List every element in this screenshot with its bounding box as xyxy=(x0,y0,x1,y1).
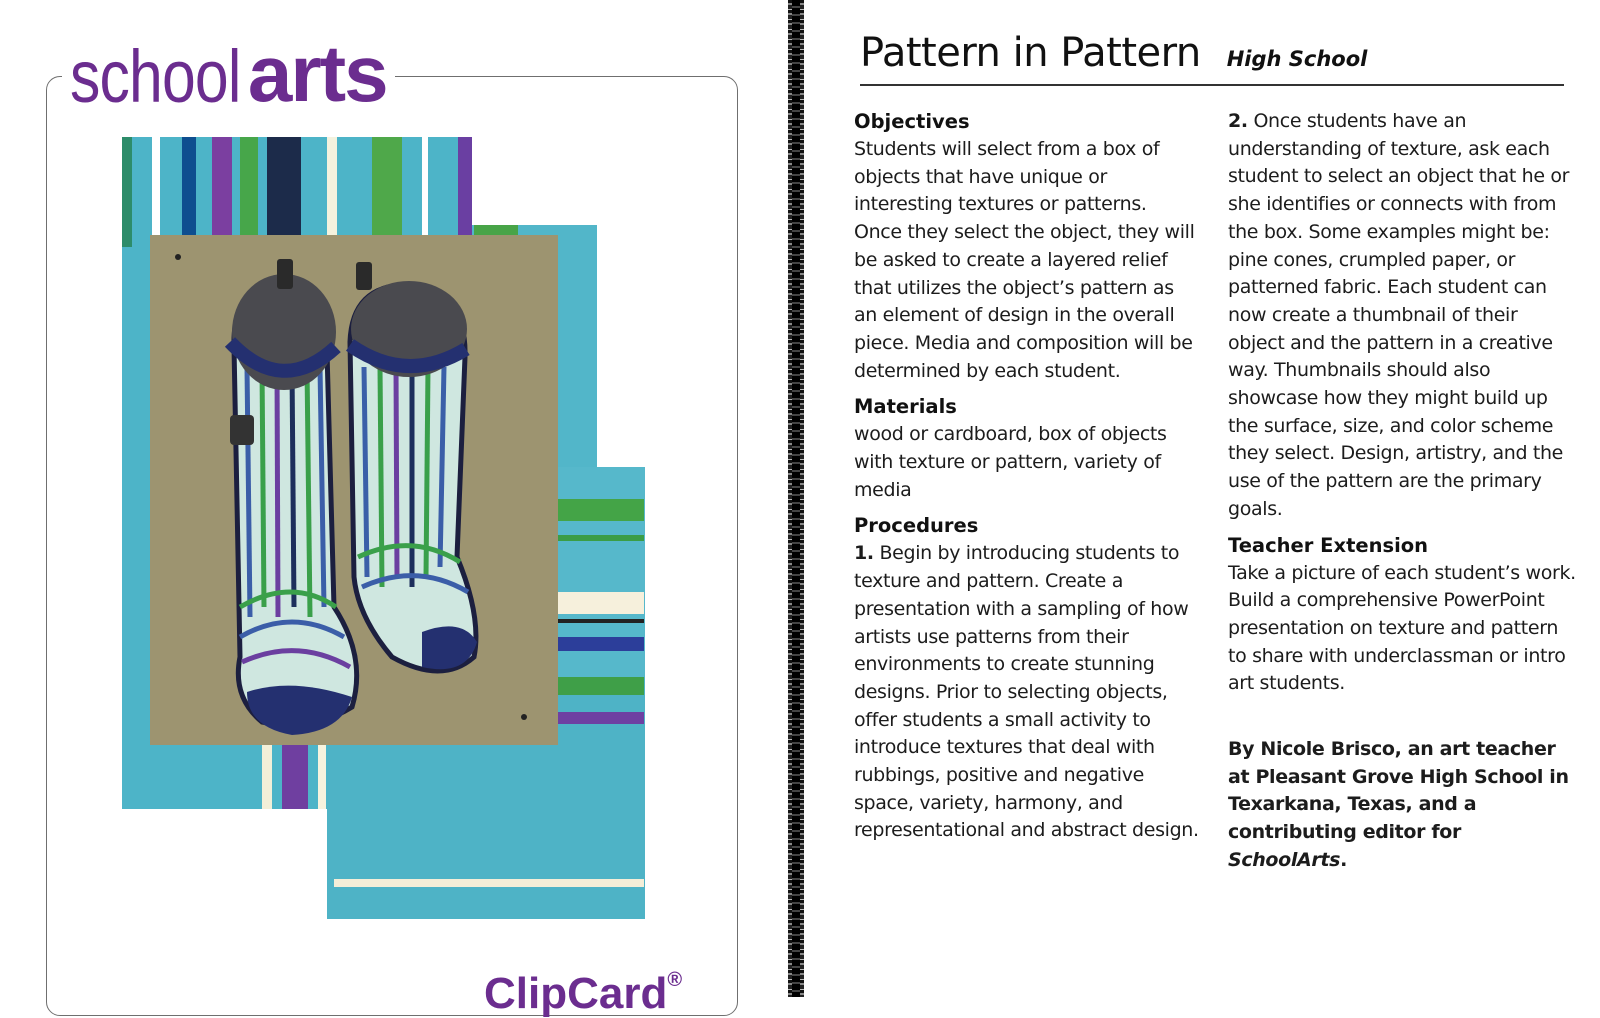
logo-arts: arts xyxy=(247,29,387,118)
materials-text: wood or cardboard, box of objects with texture or pattern, variety of media xyxy=(854,423,1167,501)
column-right xyxy=(1228,108,1578,875)
objectives-text: Students will select from a box of objects that have unique or interesting textures or patterns. Once they select the object, they will be asked to create a layered relief that utilizes the object’s pattern as an element of design in the overall piece. Media and composition will be determined by each student. xyxy=(854,138,1195,382)
byline-publication: SchoolArts xyxy=(1228,848,1341,871)
objectives-heading: Objectives xyxy=(854,110,970,133)
logo-school: school xyxy=(70,35,241,118)
grade-level: High School xyxy=(1226,47,1368,71)
teacher-extension-text: Take a picture of each student’s work. Build a comprehensive PowerPoint presentation on texture and pattern to share with underclassman or intro art students. xyxy=(1228,561,1576,695)
procedure-step-2 xyxy=(1228,108,1578,524)
clipcard-text: ClipCard xyxy=(484,969,668,1018)
step-2-number: 2. xyxy=(1228,110,1248,132)
article-title: Pattern in Pattern xyxy=(860,30,1201,76)
clipcard-label xyxy=(484,969,683,1018)
teacher-extension-heading: Teacher Extension xyxy=(1228,533,1429,557)
materials-heading: Materials xyxy=(854,395,957,419)
schoolarts-logo xyxy=(62,24,395,118)
author-byline xyxy=(1228,736,1578,875)
title-rule xyxy=(860,84,1564,86)
byline-text: By Nicole Brisco, an art teacher at Pleasant Grove High School in Texarkana, Texas, and a contributing editor for xyxy=(1228,738,1569,844)
step-1-number: 1. xyxy=(854,542,874,565)
procedures-heading: Procedures xyxy=(854,514,979,538)
striped-boots-artwork xyxy=(122,137,662,937)
procedure-step-1 xyxy=(854,540,1199,845)
article-title-row xyxy=(860,30,1367,76)
byline-end: . xyxy=(1340,848,1347,871)
step-1-text: Begin by introducing students to texture and pattern. Create a presentation with a sampling of how artists use patterns from their environments to create stunning designs. Prior to selecting objects, offer students a small activity to introduce textures that deal with rubbings, positive and negative space, variety, harmony, and representational and abstract design. xyxy=(854,542,1199,842)
binding-spine xyxy=(788,0,804,997)
registered-mark: ® xyxy=(667,969,683,991)
step-2-text: Once students have an understanding of texture, ask each student to select an object that he or she identifies or connects with from the box. Some examples might be: pine cones, crumpled paper, or patterned fabric. Each student can now create a thumbnail of their object and the pattern in a creative way. Thumbnails should also showcase how they might build up the surface, size, and color scheme they select. Design, artistry, and the use of the pattern are the primary goals. xyxy=(1228,110,1570,520)
column-left xyxy=(854,108,1199,845)
